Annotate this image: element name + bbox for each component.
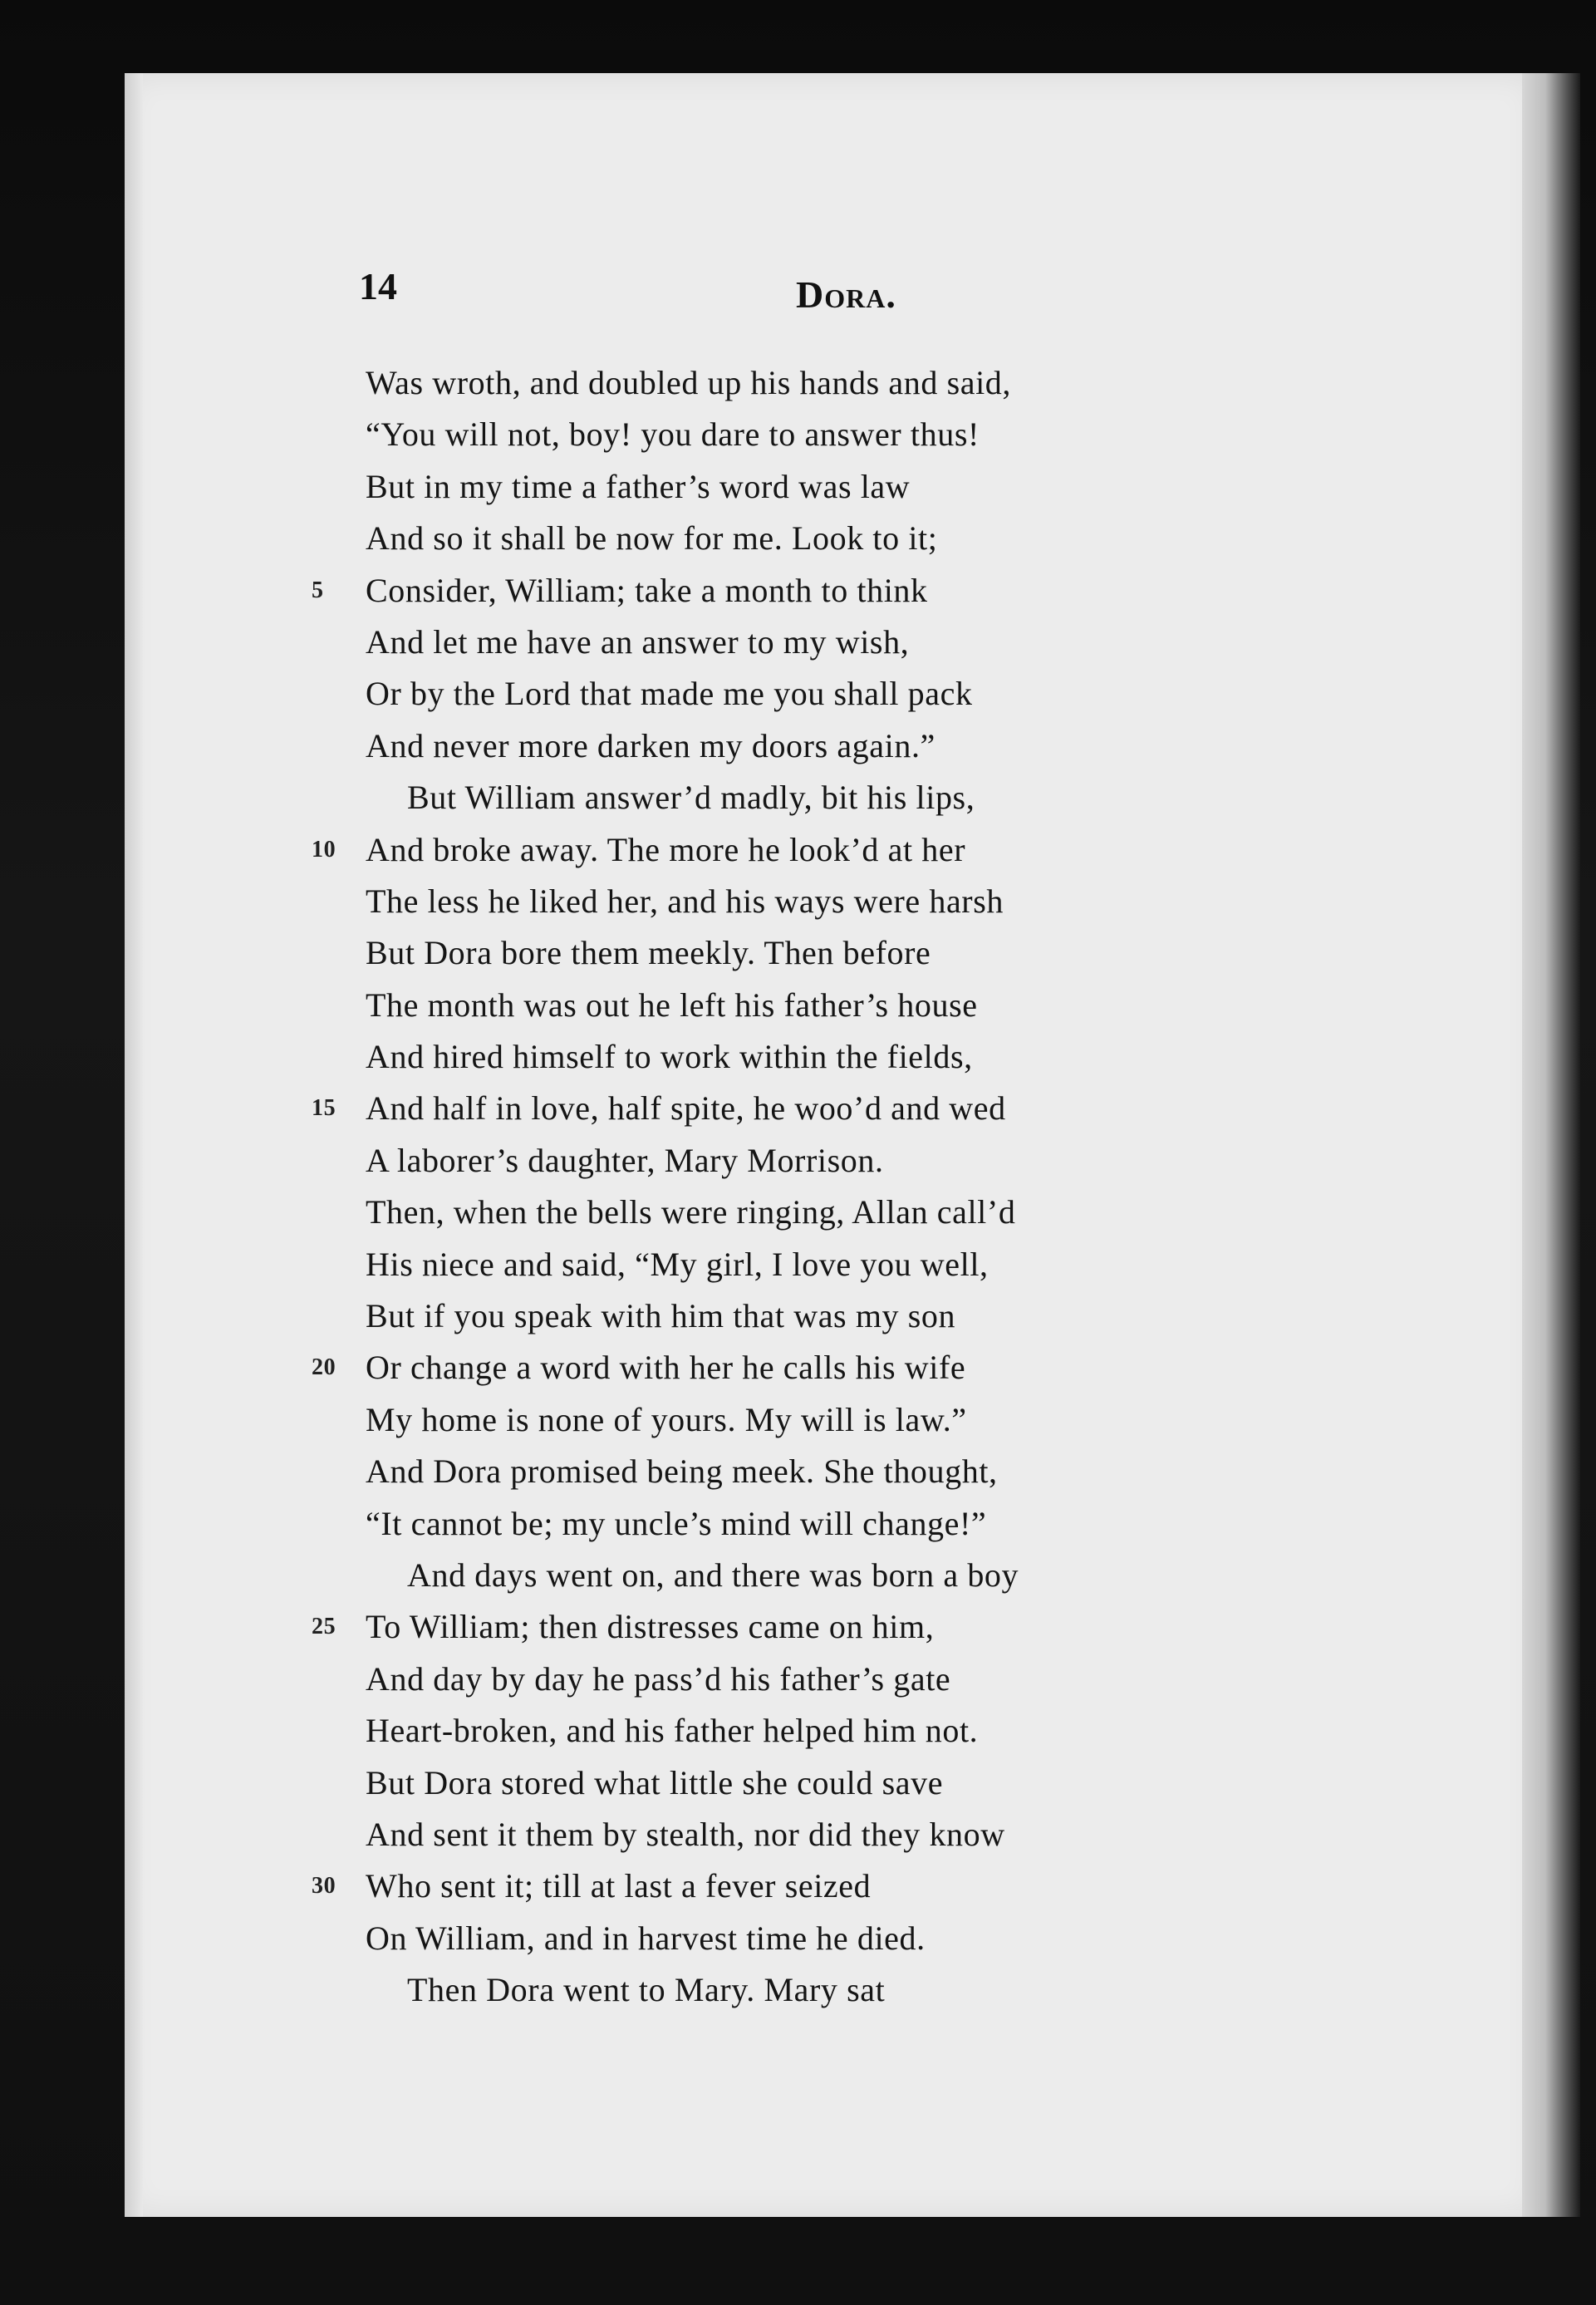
page-number: 14 — [359, 265, 397, 307]
poem-line — [366, 1187, 1321, 1238]
page-fore-edge — [1522, 73, 1580, 2217]
line-text: But William answer’d madly, bit his lips, — [407, 779, 975, 817]
poem-line — [366, 772, 1321, 823]
line-text: My home is none of yours. My will is law.” — [366, 1400, 967, 1438]
line-text: And broke away. The more he look’d at her — [366, 830, 966, 868]
line-text: The month was out he left his father’s house — [366, 985, 978, 1024]
poem-text — [312, 357, 1321, 2017]
poem-line — [366, 1498, 1321, 1550]
poem-line — [366, 1913, 1321, 1964]
poem-line — [366, 1757, 1321, 1809]
line-number: 25 — [312, 1614, 336, 1640]
line-number: 15 — [312, 1095, 336, 1122]
line-text: His niece and said, “My girl, I love you well, — [366, 1245, 989, 1283]
line-text: And so it shall be now for me. Look to it; — [366, 519, 938, 558]
line-text: But in my time a father’s word was law — [366, 467, 911, 505]
poem-line — [366, 927, 1321, 979]
running-head: Dora. — [796, 273, 896, 316]
poem-line — [366, 1809, 1321, 1860]
line-text: And let me have an answer to my wish, — [366, 622, 910, 661]
line-text: Then, when the bells were ringing, Allan call’d — [366, 1193, 1016, 1231]
line-number: 10 — [312, 836, 336, 863]
line-text: A laborer’s daughter, Mary Morrison. — [366, 1141, 884, 1179]
poem-line — [366, 513, 1321, 564]
poem-line — [366, 1964, 1321, 2016]
line-text: Then Dora went to Mary. Mary sat — [407, 1971, 886, 2009]
poem-line — [366, 1290, 1321, 1342]
line-text: But if you speak with him that was my son — [366, 1297, 956, 1335]
line-text: And day by day he pass’d his father’s gate — [366, 1659, 951, 1698]
line-text: Who sent it; till at last a fever seized — [366, 1867, 872, 1905]
poem-line — [312, 824, 1321, 876]
poem-line — [366, 1031, 1321, 1083]
line-text: On William, and in harvest time he died. — [366, 1919, 926, 1957]
poem-line — [366, 461, 1321, 513]
line-text: And days went on, and there was born a boy — [407, 1556, 1019, 1594]
line-text: Or by the Lord that made me you shall pack — [366, 675, 973, 713]
poem-line — [366, 1394, 1321, 1446]
poem-line — [366, 357, 1321, 409]
line-number: 20 — [312, 1354, 336, 1381]
line-text: Heart-broken, and his father helped him not. — [366, 1712, 979, 1750]
poem-line — [366, 980, 1321, 1031]
poem-line — [312, 1083, 1321, 1134]
poem-line — [366, 668, 1321, 720]
poem-line — [366, 409, 1321, 460]
poem-line — [312, 1860, 1321, 1912]
poem-line — [366, 1135, 1321, 1187]
line-text: And hired himself to work within the fields, — [366, 1038, 973, 1076]
line-text: And Dora promised being meek. She thought, — [366, 1452, 998, 1491]
line-text: The less he liked her, and his ways were harsh — [366, 882, 1004, 920]
poem-line — [366, 1705, 1321, 1757]
poem-line — [312, 1601, 1321, 1653]
line-text: To William; then distresses came on him, — [366, 1608, 935, 1646]
poem-line — [366, 876, 1321, 927]
poem-line — [312, 1342, 1321, 1393]
line-number: 5 — [312, 577, 324, 603]
line-text: And half in love, half spite, he woo’d and wed — [366, 1089, 1006, 1128]
line-text: And never more darken my doors again.” — [366, 726, 936, 764]
line-text: “You will not, boy! you dare to answer thus! — [366, 415, 980, 454]
poem-line — [366, 1239, 1321, 1290]
line-text: But Dora bore them meekly. Then before — [366, 934, 931, 972]
line-text: Consider, William; take a month to think — [366, 571, 928, 609]
poem-line — [366, 720, 1321, 772]
line-number: 30 — [312, 1873, 336, 1900]
line-text: But Dora stored what little she could save — [366, 1763, 944, 1801]
poem-line — [366, 1654, 1321, 1705]
poem-line — [366, 1446, 1321, 1497]
poem-line — [366, 617, 1321, 668]
line-text: And sent it them by stealth, nor did they know — [366, 1815, 1005, 1853]
poem-line — [366, 1550, 1321, 1601]
page-binding-edge — [125, 73, 143, 2217]
poem-line — [312, 565, 1321, 617]
line-text: “It cannot be; my uncle’s mind will change!” — [366, 1504, 987, 1542]
line-text: Or change a word with her he calls his wife — [366, 1349, 966, 1387]
line-text: Was wroth, and doubled up his hands and said, — [366, 364, 1011, 401]
